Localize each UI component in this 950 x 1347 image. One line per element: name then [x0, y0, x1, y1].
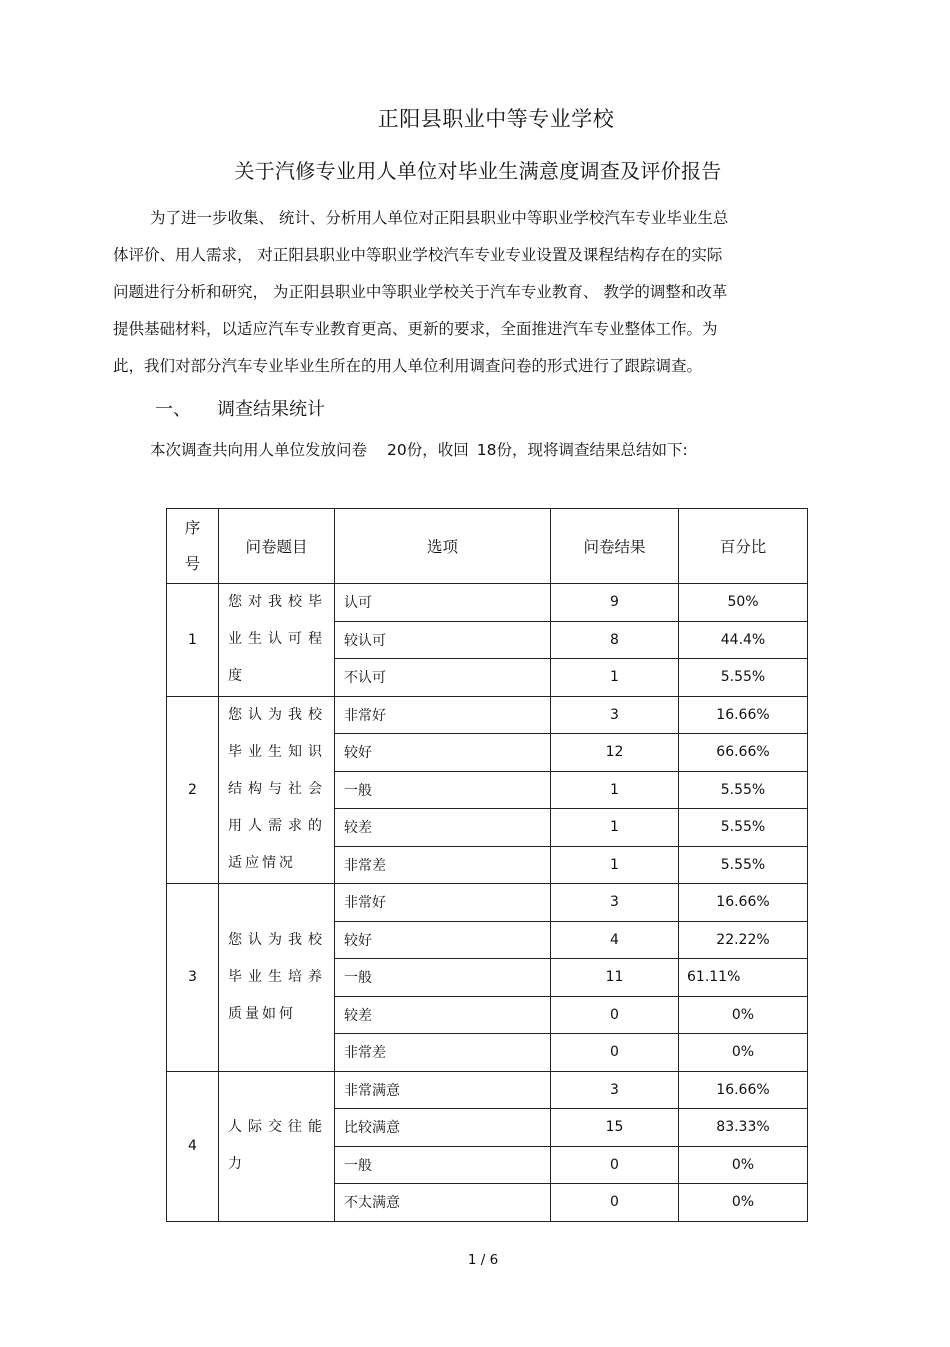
summary-text: 份，现将调查结果总结如下:: [496, 441, 688, 459]
result-cell: 3: [551, 696, 679, 734]
page-indicator: 1 / 6: [467, 1252, 499, 1268]
percent-cell: 16.66%: [679, 884, 808, 922]
summary-text: 本次调查共向用人单位发放问卷: [150, 441, 368, 459]
result-cell: 15: [551, 1109, 679, 1147]
option-cell: 非常差: [335, 1034, 551, 1072]
question-cell: 您对我校毕业生认可程度: [219, 584, 335, 697]
percent-cell: 0%: [679, 1034, 808, 1072]
option-cell: 较差: [335, 809, 551, 847]
result-cell: 1: [551, 771, 679, 809]
percent-cell: 66.66%: [679, 734, 808, 772]
header-option: 选项: [335, 509, 551, 584]
question-cell: 您认为我校毕业生知识结构与社会用人需求的适应情况: [219, 696, 335, 884]
percent-cell: 83.33%: [679, 1109, 808, 1147]
percent-cell: 5.55%: [679, 771, 808, 809]
table-header-row: [167, 509, 808, 584]
seq-cell: 2: [167, 696, 219, 884]
option-cell: 非常差: [335, 846, 551, 884]
option-cell: 一般: [335, 959, 551, 997]
survey-results-table: [166, 508, 808, 1222]
result-cell: 9: [551, 584, 679, 622]
percent-cell: 0%: [679, 1146, 808, 1184]
returned-count: 18: [476, 441, 497, 459]
option-cell: 一般: [335, 1146, 551, 1184]
issued-count: 20: [387, 441, 407, 459]
result-cell: 4: [551, 921, 679, 959]
option-cell: 不太满意: [335, 1184, 551, 1222]
report-title: 关于汽修专业用人单位对毕业生满意度调查及评价报告: [234, 159, 722, 183]
result-cell: 1: [551, 846, 679, 884]
intro-line: 问题进行分析和研究， 为正阳县职业中等职业学校关于汽车专业教育、 教学的调整和改革: [113, 283, 728, 301]
question-cell: 您认为我校毕业生培养质量如何: [219, 884, 335, 1072]
percent-cell: 22.22%: [679, 921, 808, 959]
percent-cell: 5.55%: [679, 809, 808, 847]
option-cell: 比较满意: [335, 1109, 551, 1147]
survey-summary: [150, 438, 688, 460]
percent-cell: 0%: [679, 996, 808, 1034]
table-row: [167, 884, 808, 922]
option-cell: 认可: [335, 584, 551, 622]
percent-cell: 44.4%: [679, 621, 808, 659]
section-heading: [155, 395, 325, 421]
table-row: [167, 584, 808, 622]
percent-cell: 0%: [679, 1184, 808, 1222]
percent-cell: 16.66%: [679, 696, 808, 734]
result-cell: 0: [551, 996, 679, 1034]
section-number: 一、: [155, 399, 191, 420]
result-cell: 0: [551, 1034, 679, 1072]
header-question: 问卷题目: [219, 509, 335, 584]
option-cell: 非常好: [335, 696, 551, 734]
option-cell: 较差: [335, 996, 551, 1034]
result-cell: 0: [551, 1184, 679, 1222]
seq-cell: 4: [167, 1071, 219, 1221]
percent-cell: 50%: [679, 584, 808, 622]
option-cell: 非常满意: [335, 1071, 551, 1109]
result-cell: 12: [551, 734, 679, 772]
question-cell: 人际交往能力: [219, 1071, 335, 1221]
result-cell: 0: [551, 1146, 679, 1184]
intro-line: 为了进一步收集、 统计、分析用人单位对正阳县职业中等职业学校汽车专业毕业生总: [150, 209, 729, 227]
intro-line: 此，我们对部分汽车专业毕业生所在的用人单位利用调查问卷的形式进行了跟踪调查。: [113, 357, 703, 375]
intro-line: 体评价、用人需求， 对正阳县职业中等职业学校汽车专业专业设置及课程结构存在的实际: [113, 246, 723, 264]
option-cell: 非常好: [335, 884, 551, 922]
result-cell: 3: [551, 884, 679, 922]
result-cell: 11: [551, 959, 679, 997]
result-cell: 3: [551, 1071, 679, 1109]
percent-cell: 61.11%: [679, 959, 808, 997]
result-cell: 1: [551, 659, 679, 697]
percent-cell: 5.55%: [679, 846, 808, 884]
option-cell: 不认可: [335, 659, 551, 697]
intro-paragraph: [113, 200, 853, 385]
result-cell: 1: [551, 809, 679, 847]
seq-cell: 3: [167, 884, 219, 1072]
intro-line: 提供基础材料，以适应汽车专业教育更高、更新的要求，全面推进汽车专业整体工作。为: [113, 320, 718, 338]
percent-cell: 16.66%: [679, 1071, 808, 1109]
header-seq: 序 号: [167, 509, 219, 584]
result-cell: 8: [551, 621, 679, 659]
option-cell: 较好: [335, 921, 551, 959]
table-row: [167, 1071, 808, 1109]
summary-text: 份，收回: [406, 441, 469, 459]
percent-cell: 5.55%: [679, 659, 808, 697]
table-row: [167, 696, 808, 734]
option-cell: 较好: [335, 734, 551, 772]
school-title: 正阳县职业中等专业学校: [377, 107, 615, 131]
option-cell: 较认可: [335, 621, 551, 659]
header-result: 问卷结果: [551, 509, 679, 584]
header-percent: 百分比: [679, 509, 808, 584]
option-cell: 一般: [335, 771, 551, 809]
seq-cell: 1: [167, 584, 219, 697]
section-title: 调查结果统计: [217, 399, 325, 420]
